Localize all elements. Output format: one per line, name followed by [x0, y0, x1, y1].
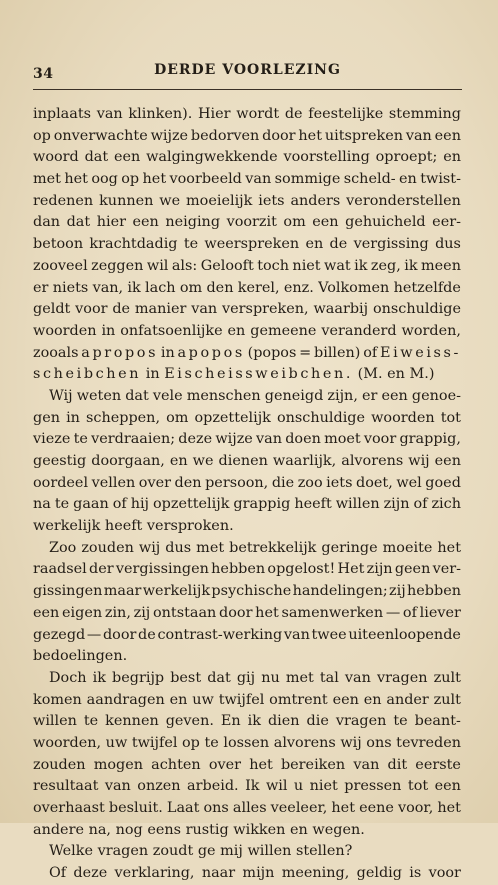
text-line: Zoo zouden wij dus met betrekkelijk geringe moeite het [49, 539, 461, 556]
text-line: andere na, nog eens rustig wikken en wegen. [33, 821, 365, 838]
text-line: woord dat een walgingwekkende voorstelling oproept; en [33, 149, 461, 166]
text-line: raadsel der vergissingen hebben opgelost! Het zijn geen ver- [33, 561, 461, 578]
text-line: overhaast besluit. Laat ons alles veeleer, het eene voor, het [33, 800, 461, 816]
text-line: bedoelingen. [33, 648, 128, 665]
text-line: Wij weten dat vele menschen geneigd zijn, er een genoe- [49, 387, 461, 404]
text-line: resultaat van onzen arbeid. Ik wil u niet pressen tot een [33, 778, 461, 795]
text-line: zooveel zeggen wil als: Gelooft toch niet wat ik zeg, ik meen [33, 257, 461, 274]
text-line: Of deze verklaring, naar mijn meening, geldig is voor [49, 865, 461, 882]
text-line: woorden, uw twijfel op te lossen alvorens wij ons tevreden [33, 734, 461, 751]
text-line: betoon krachtdadig te weerspreken en de vergissing dus [33, 236, 461, 253]
text-line: zooals apropos in apopos (popos = billen) of Eiweiss- [33, 344, 461, 361]
text-line: vieze te verdraaien; deze wijze van doen moet voor grappig, [33, 431, 461, 448]
text-line: gen in scheppen, om opzettelijk onschuldige woorden tot [33, 409, 461, 426]
text-line: zouden mogen achten over het bereiken van dit eerste [33, 756, 461, 773]
text-line: geestig doorgaan, en we dienen waarlijk, alvorens wij een [33, 453, 461, 469]
text-line: gissingen maar werkelijk psychische handelingen; zij hebben [33, 583, 461, 600]
text-line: op onverwachte wijze bedorven door het uitspreken van een [33, 127, 461, 144]
page-number: 34 [33, 66, 54, 82]
text-line: gezegd — door de contrast-werking van twee uiteenloopende [33, 626, 461, 643]
text-line: werkelijk heeft versproken. [33, 518, 234, 535]
text-line: Welke vragen zoudt ge mij willen stellen? [49, 843, 353, 860]
text-line: met het oog op het voorbeeld van sommige scheld- en twist- [33, 171, 461, 188]
text-line: oordeel vellen over den persoon, die zoo iets doet, wel goed [33, 474, 461, 491]
body-text [33, 104, 461, 885]
text-line: Doch ik begrijp best dat gij nu met tal van vragen zult [49, 669, 461, 686]
text-line: dan dat hier een neiging voorzit om een gehuicheld eer- [33, 214, 461, 231]
page-header [33, 60, 462, 84]
text-line: na te gaan of hij opzettelijk grappig heeft willen zijn of zich [33, 496, 461, 513]
text-line: inplaats van klinken). Hier wordt de feestelijke stemming [33, 106, 461, 122]
text-line: willen te kennen geven. En ik dien die vragen te beant- [33, 713, 461, 730]
text-line: een eigen zin, zij ontstaan door het samenwerken — of liever [33, 604, 461, 621]
text-line: woorden in onfatsoenlijke en gemeene veranderd worden, [33, 322, 461, 339]
header-rule [33, 89, 462, 90]
text-line: komen aandragen en uw twijfel omtrent een en ander zult [33, 691, 461, 708]
text-line: er niets van, ik lach om den kerel, enz. Volkomen hetzelfde [33, 279, 461, 296]
text-line: scheibchen in Eischeissweibchen. (M. en M.) [33, 366, 435, 383]
text-line: geldt voor de manier van verspreken, waarbij onschuldige [33, 301, 461, 318]
running-title: DERDE VOORLEZING [154, 62, 341, 78]
text-line: redenen kunnen we moeielijk iets anders veronderstellen [33, 192, 461, 209]
